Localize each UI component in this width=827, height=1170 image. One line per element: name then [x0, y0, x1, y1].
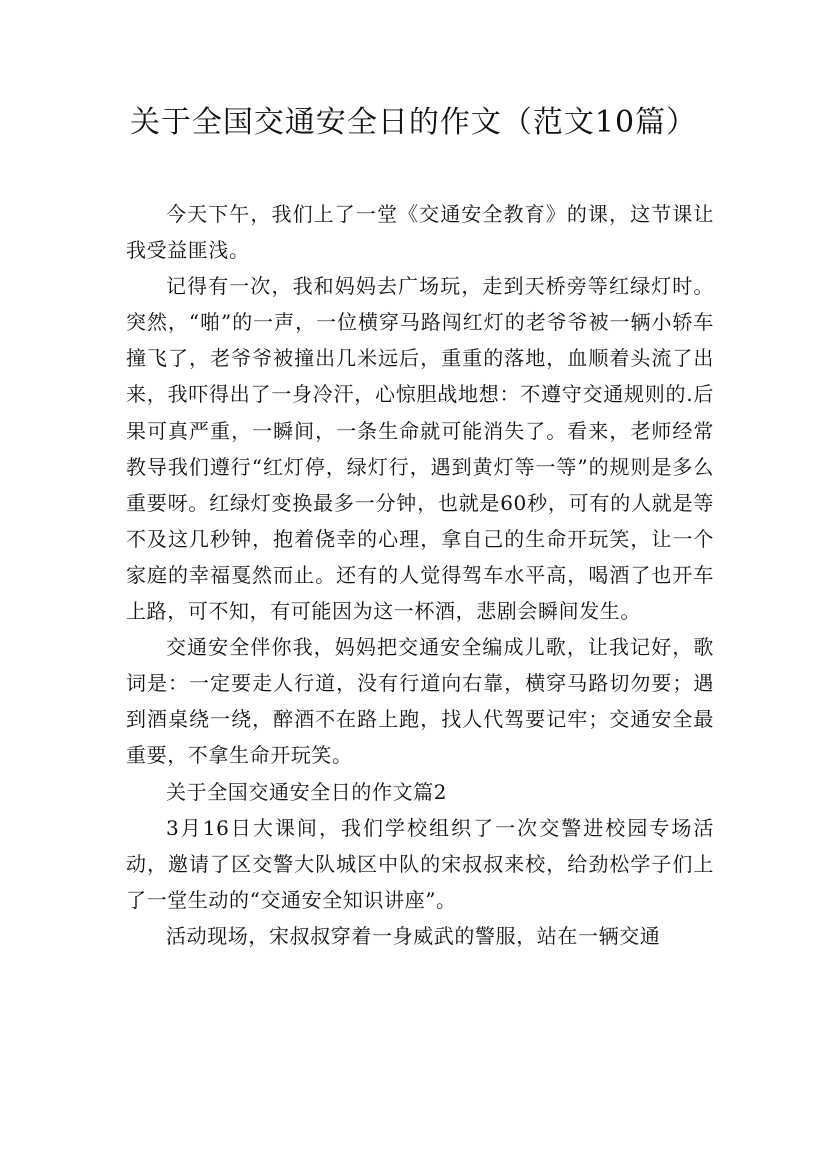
document-title: 关于全国交通安全日的作文（范文10篇）	[129, 105, 698, 140]
paragraph-memory: 记得有一次，我和妈妈去广场玩，走到天桥旁等红绿灯时。突然，“啪”的一声，一位横穿马路闯红灯的老爷爷被一辆小轿车撞飞了，老爷爷被撞出几米远后，重重的落地，血顺着头流了出来，我吓得出了一身冷汗，心惊胆战地想：不遵守交通规则的.后果可真严重，一瞬间，一条生命就可能消失了。看来，老师经常教导我们遵行“红灯停，绿灯行，遇到黄灯等一等”的规则是多么重要呀。红绿灯变换最多一分钟，也就是60秒，可有的人就是等不及这几秒钟，抱着侥幸的心理，拿自己的生命开玩笑，让一个家庭的幸福戛然而止。还有的人觉得驾车水平高，喝酒了也开车上路，可不知，有可能因为这一杯酒，悲剧会瞬间发生。	[126, 274, 714, 624]
document-body	[126, 196, 714, 954]
section-heading: 关于全国交通安全日的作文篇2	[166, 779, 448, 804]
paragraph-song: 交通安全伴你我，妈妈把交通安全编成儿歌，让我记好，歌词是：一定要走人行道，没有行道向右靠，横穿马路切勿要；遇到酒桌绕一绕，醉酒不在路上跑，找人代驾要记牢；交通安全最重要，不拿生命开玩笑。	[126, 635, 714, 768]
paragraph-event: 3月16日大课间，我们学校组织了一次交警进校园专场活动，邀请了区交警大队城区中队的宋叔叔来校，给劲松学子们上了一堂生动的“交通安全知识讲座”。	[126, 815, 714, 912]
paragraph-intro: 今天下午，我们上了一堂《交通安全教育》的课，这节课让我受益匪浅。	[126, 202, 714, 263]
paragraph-scene: 活动现场，宋叔叔穿着一身威武的警服，站在一辆交通	[166, 923, 661, 948]
